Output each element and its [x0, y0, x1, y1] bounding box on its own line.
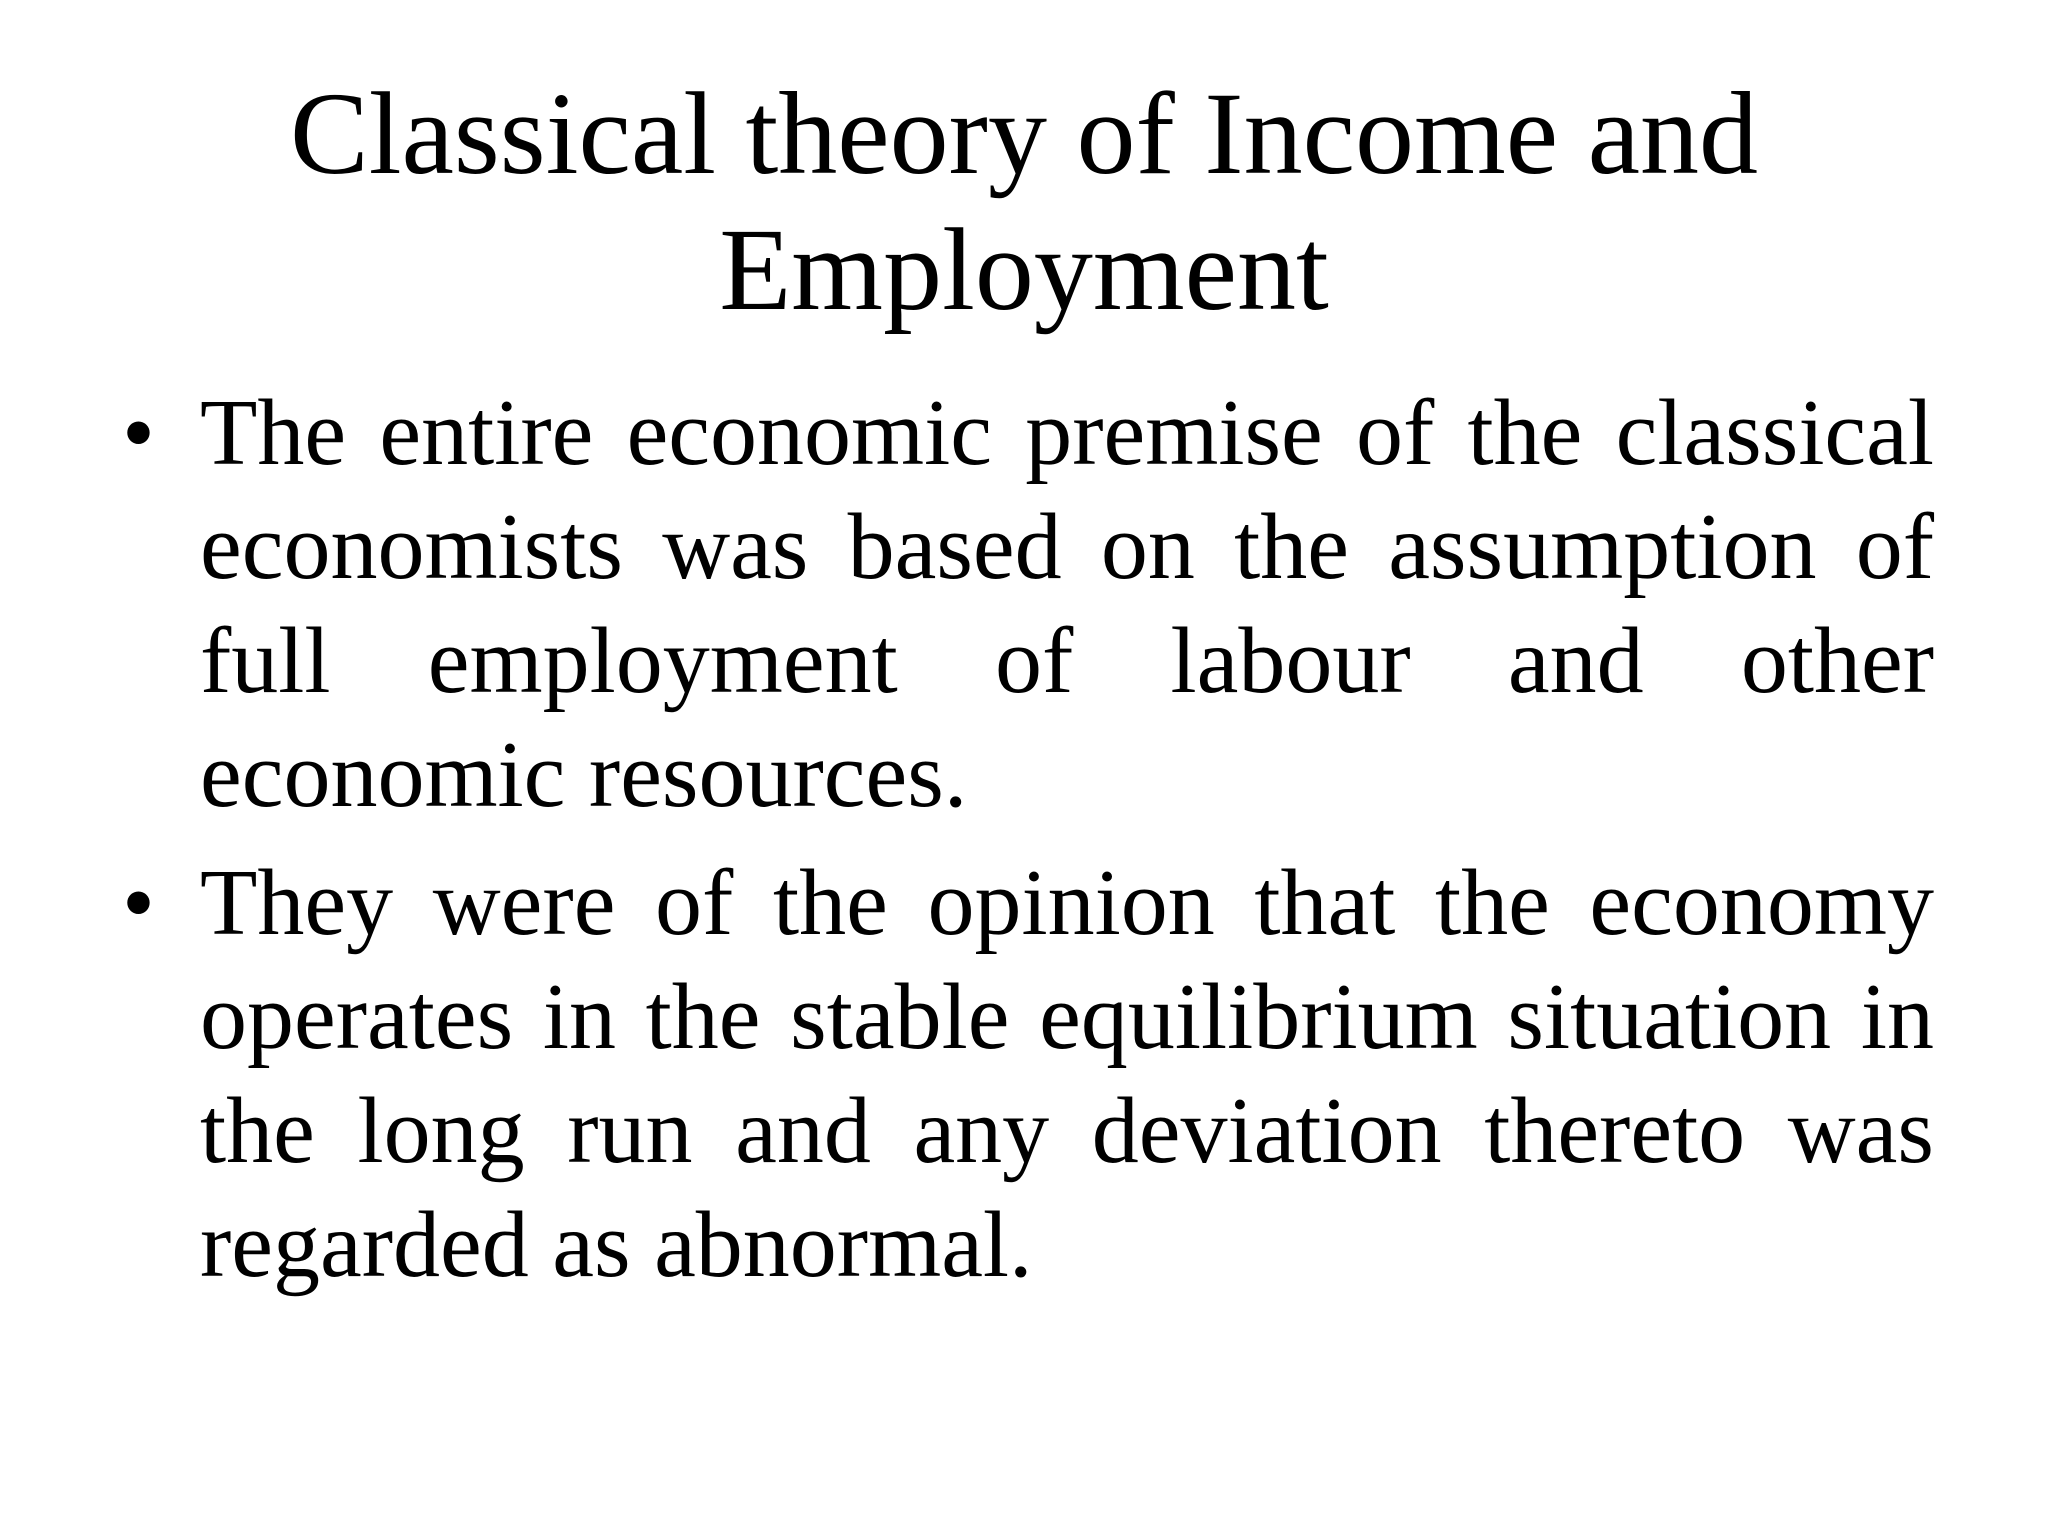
bullet-dot-icon: • — [122, 851, 155, 955]
bullet-item-1 — [120, 376, 1934, 832]
bullet-item-2 — [120, 846, 1934, 1302]
bullet-text-1: The entire economic premise of the classical economists was based on the assumption of full employment of labour and other economic resources. — [200, 381, 1934, 827]
bullet-dot-icon: • — [122, 381, 155, 485]
slide-title: Classical theory of Income and Employment — [290, 68, 1758, 335]
bullet-list — [120, 376, 1934, 1316]
bullet-text-2: They were of the opinion that the economy operates in the stable equilibrium situation in the long run and any deviation thereto was regarded as abnormal. — [200, 851, 1934, 1297]
